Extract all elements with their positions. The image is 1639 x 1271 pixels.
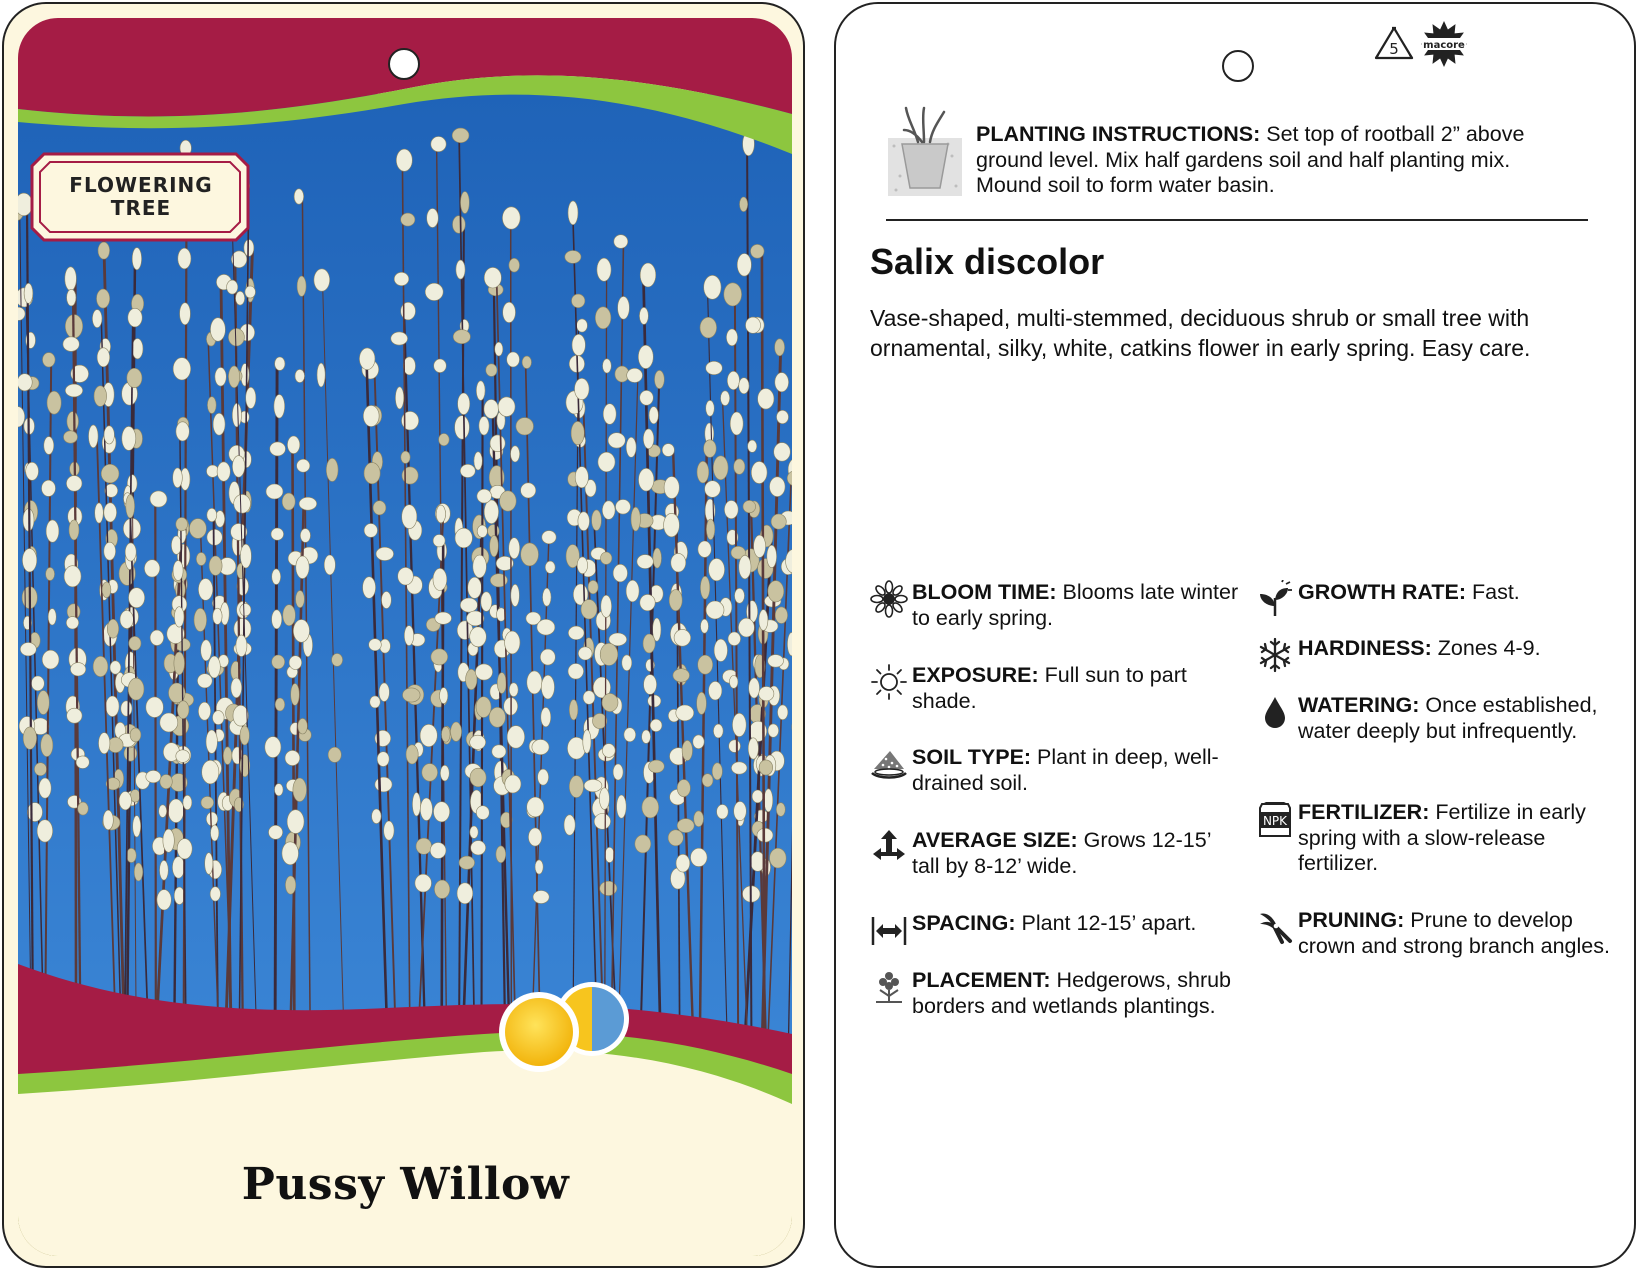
info-text: Plant in deep, well-drained soil. [912, 745, 1219, 795]
plant-pot-icon [886, 106, 964, 198]
flower-icon [870, 580, 908, 618]
fertilizer-icon-label: NPK [1262, 814, 1288, 828]
planting-text: Set top of rootball 2” above ground level. Mix half gardens soil and half planting mix. Mound soil to form water basin. [976, 122, 1525, 197]
info-text: Prune to develop crown and strong branch angles. [1298, 908, 1610, 958]
info-text: Full sun to part shade. [912, 663, 1187, 713]
placement-icon [870, 968, 908, 1006]
info-label: HARDINESS: [1298, 636, 1432, 660]
info-spacing [912, 911, 1242, 937]
info-placement [912, 968, 1242, 1019]
info-text: Fertilize in early spring with a slow-release fertilizer. [1298, 800, 1586, 875]
size-icon [870, 828, 908, 866]
info-bloom-time [912, 580, 1242, 631]
info-text: Once established, water deeply but infrequently. [1298, 693, 1598, 743]
soil-icon [870, 745, 908, 783]
info-growth-rate [1298, 580, 1628, 606]
info-text: Plant 12-15’ apart. [1015, 911, 1197, 935]
recycle-icon [1372, 24, 1416, 64]
sprout-icon [1256, 580, 1294, 618]
info-text: Grows 12-15’ tall by 8-12’ wide. [912, 828, 1211, 878]
hang-hole [1222, 50, 1254, 82]
sun-icon [870, 663, 908, 701]
water-drop-icon [1256, 693, 1294, 731]
scientific-name: Salix discolor [870, 241, 1105, 282]
info-label: GROWTH RATE: [1298, 580, 1466, 604]
info-label: BLOOM TIME: [912, 580, 1057, 604]
info-text: Fast. [1466, 580, 1520, 604]
brand-name: macore [1423, 40, 1465, 51]
info-text: Zones 4-9. [1431, 636, 1541, 660]
info-label: EXPOSURE: [912, 663, 1039, 687]
pruners-icon [1256, 908, 1294, 946]
category-badge-label: FLOWERING TREE [69, 173, 213, 220]
info-label: PLACEMENT: [912, 968, 1051, 992]
fertilizer-icon [1256, 800, 1294, 838]
hang-hole [388, 48, 420, 80]
info-text: Hedgerows, shrub borders and wetlands plantings. [912, 968, 1232, 1018]
info-fertilizer [1262, 800, 1628, 877]
info-label: SPACING: [912, 911, 1016, 935]
back-tag [834, 2, 1636, 1268]
info-hardiness [1298, 636, 1628, 662]
recycle-code: 5 [1389, 40, 1399, 58]
info-label: WATERING: [1298, 693, 1420, 717]
info-label: PRUNING: [1298, 908, 1405, 932]
planting-instructions [976, 122, 1576, 199]
plant-description: Vase-shaped, multi-stemmed, deciduous shrub or small tree with ornamental, silky, white, catkins flower in early spring. Easy care. [870, 305, 1531, 361]
info-soil-type [912, 745, 1242, 796]
planting-label: PLANTING INSTRUCTIONS: [976, 122, 1261, 146]
info-label: SOIL TYPE: [912, 745, 1032, 769]
info-pruning [1298, 908, 1628, 959]
front-tag [2, 2, 805, 1268]
info-average-size [912, 828, 1242, 879]
common-name: Pussy Willow [241, 1159, 570, 1210]
info-label: FERTILIZER: [1298, 800, 1430, 824]
info-label: AVERAGE SIZE: [912, 828, 1078, 852]
snowflake-icon [1256, 636, 1294, 674]
info-exposure [912, 663, 1242, 714]
macore-logo-icon [1420, 20, 1468, 68]
info-text: Blooms late winter to early spring. [912, 580, 1239, 630]
category-badge [32, 154, 250, 240]
divider [886, 219, 1588, 221]
spacing-icon [870, 911, 908, 949]
info-watering [1298, 693, 1628, 744]
